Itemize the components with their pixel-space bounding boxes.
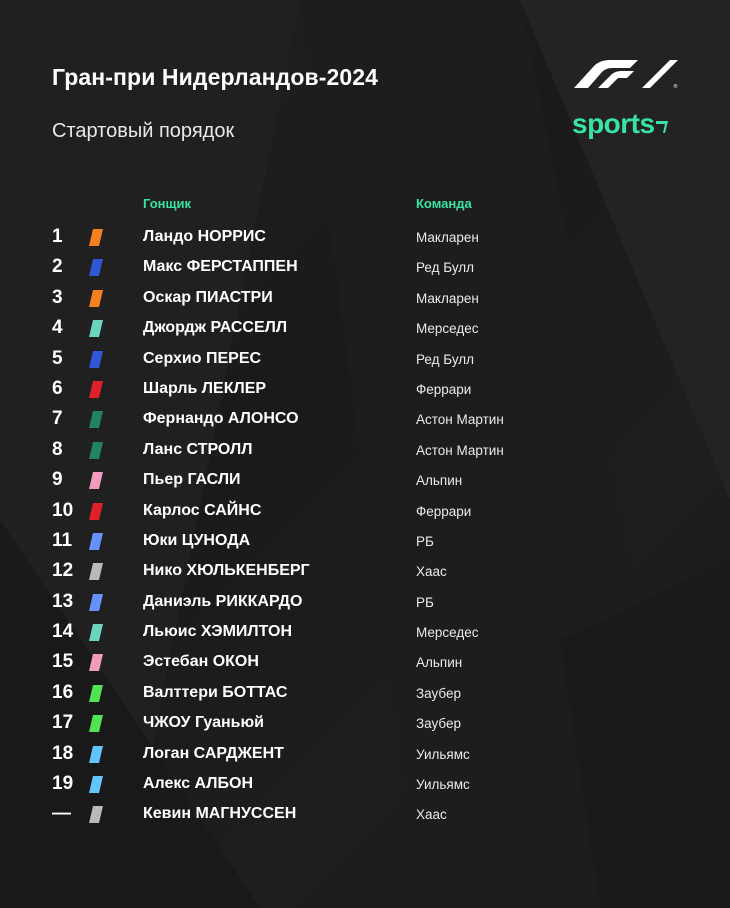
grid-row [0, 800, 730, 830]
grid-position: — [52, 803, 71, 825]
team-name: Феррари [416, 381, 472, 397]
team-color-marker [89, 594, 103, 611]
driver-name: Макс ФЕРСТАППЕН [143, 258, 298, 276]
grid-row [0, 740, 730, 770]
team-name: Макларен [416, 230, 479, 245]
grid-position: 1 [52, 226, 63, 247]
team-color-marker [89, 381, 103, 398]
team-color-marker [89, 229, 103, 246]
grid-row [0, 345, 730, 375]
team-color-marker [89, 746, 103, 763]
grid-row [0, 223, 730, 253]
sports-logo [572, 108, 668, 140]
grid-position: 5 [52, 347, 63, 369]
team-name: Хаас [416, 564, 447, 580]
column-header-driver: Гонщик [143, 196, 191, 211]
grid-position: 10 [52, 499, 74, 521]
team-name: РБ [416, 594, 434, 610]
grid-position: 15 [52, 651, 74, 673]
page-title: Гран-при Нидерландов-2024 [52, 64, 379, 90]
driver-name: Оскар ПИАСТРИ [143, 288, 273, 306]
driver-name: Серхио ПЕРЕС [143, 349, 262, 367]
grid-position: 12 [52, 560, 74, 582]
team-color-marker [89, 654, 103, 671]
team-name: Ред Булл [416, 351, 475, 367]
grid-row [0, 709, 730, 739]
grid-position: 17 [52, 712, 74, 734]
team-name: Феррари [416, 503, 472, 519]
column-header-team: Команда [416, 196, 472, 211]
grid-position: 4 [52, 317, 63, 339]
driver-name: Логан САРДЖЕНТ [143, 744, 284, 762]
team-name: Мерседес [416, 625, 479, 641]
grid-row [0, 436, 730, 466]
grid-row [0, 253, 730, 283]
driver-name: Шарль ЛЕКЛЕР [143, 379, 267, 397]
team-name: Ред Булл [416, 260, 475, 276]
grid-position: 18 [52, 742, 74, 764]
grid-row [0, 375, 730, 405]
driver-name: Валттери БОТТАС [143, 683, 288, 701]
grid-position: 13 [52, 590, 74, 612]
svg-text:®: ® [673, 84, 678, 90]
grid-position: 14 [52, 621, 74, 643]
team-name: Альпин [416, 473, 463, 489]
team-name: Астон Мартин [416, 442, 504, 458]
grid-position: 9 [52, 469, 63, 491]
team-name: Заубер [416, 685, 462, 701]
driver-name: Алекс АЛБОН [143, 775, 254, 793]
page-subtitle: Стартовый порядок [52, 120, 235, 142]
driver-name: Юки ЦУНОДА [143, 531, 251, 549]
grid-position: 3 [52, 286, 63, 308]
grid-row [0, 770, 730, 800]
grid-row [0, 679, 730, 709]
grid-row [0, 618, 730, 648]
grid-position: 7 [52, 408, 63, 430]
team-color-marker [89, 442, 103, 459]
sports-tick-icon [656, 119, 668, 133]
grid-position: 2 [52, 256, 63, 278]
grid-row [0, 466, 730, 496]
driver-name: Нико ХЮЛЬКЕНБЕРГ [143, 562, 310, 580]
grid-row [0, 648, 730, 678]
team-color-marker [89, 351, 103, 368]
team-name: Хаас [416, 807, 447, 823]
team-color-marker [89, 503, 103, 520]
team-color-marker [89, 259, 103, 276]
grid-position: 19 [52, 773, 74, 795]
driver-name: Льюис ХЭМИЛТОН [143, 623, 292, 641]
team-name: Уильямс [416, 777, 470, 793]
grid-list [0, 223, 730, 831]
driver-name: Карлос САЙНС [143, 501, 262, 519]
team-color-marker [89, 624, 103, 641]
driver-name: Пьер ГАСЛИ [143, 471, 241, 489]
grid-row [0, 497, 730, 527]
team-color-marker [89, 290, 103, 307]
f1-logo [572, 58, 680, 90]
grid-position: 8 [52, 438, 63, 460]
grid-position: 6 [52, 377, 63, 399]
driver-name: ЧЖОУ Гуаньюй [143, 714, 264, 732]
team-color-marker [89, 715, 103, 732]
driver-name: Эстебан ОКОН [143, 653, 259, 671]
grid-row [0, 284, 730, 314]
grid-position: 11 [52, 529, 73, 551]
grid-row [0, 405, 730, 435]
team-color-marker [89, 685, 103, 702]
team-color-marker [89, 472, 103, 489]
team-color-marker [89, 411, 103, 428]
driver-name: Даниэль РИККАРДО [143, 592, 303, 610]
driver-name: Ланс СТРОЛЛ [143, 440, 253, 458]
driver-name: Фернандо АЛОНСО [143, 410, 299, 428]
team-name: РБ [416, 533, 434, 549]
grid-row [0, 557, 730, 587]
team-name: Уильямс [416, 746, 470, 762]
driver-name: Кевин МАГНУССЕН [143, 805, 297, 823]
driver-name: Джордж РАССЕЛЛ [143, 319, 288, 337]
grid-row [0, 314, 730, 344]
grid-row [0, 527, 730, 557]
team-name: Заубер [416, 716, 462, 732]
team-color-marker [89, 563, 103, 580]
team-name: Мерседес [416, 321, 479, 337]
sports-label: sports [572, 108, 655, 139]
team-name: Макларен [416, 290, 479, 306]
team-color-marker [89, 320, 103, 337]
team-color-marker [89, 533, 103, 550]
grid-position: 16 [52, 681, 74, 703]
team-color-marker [89, 806, 103, 823]
team-color-marker [89, 776, 103, 793]
grid-row [0, 588, 730, 618]
team-name: Альпин [416, 655, 463, 671]
team-name: Астон Мартин [416, 412, 504, 428]
driver-name: Ландо НОРРИС [143, 228, 266, 245]
